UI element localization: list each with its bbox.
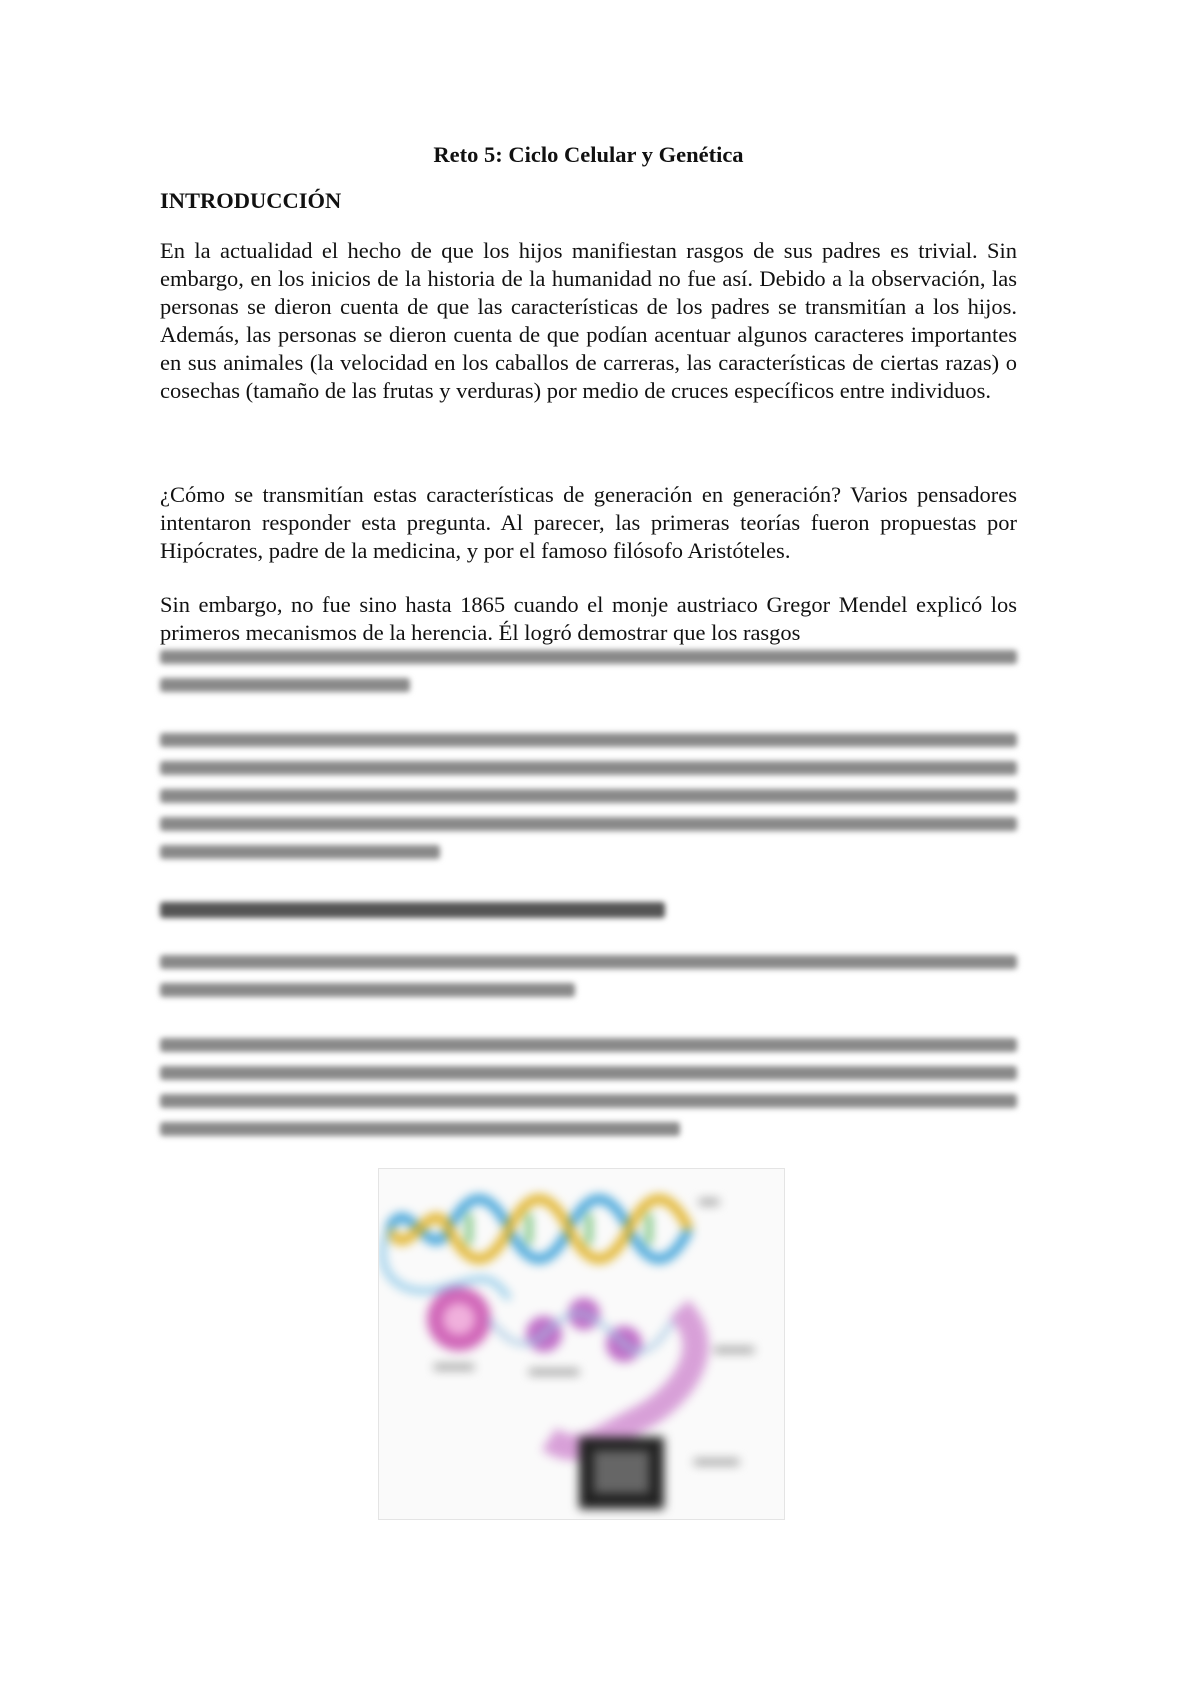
- blurred-text-region: [160, 0, 1017, 1160]
- blurred-lines: [160, 0, 1017, 1160]
- chromatin-figure: [378, 1168, 785, 1520]
- intro-paragraph-1: En la actualidad el hecho de que los hijos manifiestan rasgos de sus padres es trivial. Sin embargo, en los inicios de la historia de la humanidad no fue así. Debido a la observación, las personas se dieron cuenta de que las características de los padres se transmitían a los hijos. Además, las personas se dieron cuenta de que podían acentuar algunos caracteres importantes en sus animales (la velocidad en los caballos de carreras, las características de ciertas razas) o cosechas (tamaño de las frutas y verduras) por medio de cruces específicos entre individuos.: [160, 238, 1017, 403]
- chromatin-illustration: [379, 1169, 784, 1519]
- document-page: [160, 0, 1017, 1684]
- intro-heading: INTRODUCCIÓN: [160, 188, 342, 213]
- document-title: Reto 5: Ciclo Celular y Genética: [433, 142, 744, 167]
- intro-paragraph-3: Sin embargo, no fue sino hasta 1865 cuando el monje austriaco Gregor Mendel explicó los primeros mecanismos de la herencia. Él logró demostrar que los rasgos: [160, 592, 1017, 645]
- intro-paragraph-2: ¿Cómo se transmitían estas características de generación en generación? Varios pensadores intentaron responder esta pregunta. Al parecer, las primeras teorías fueron propuestas por Hipócrates, padre de la medicina, y por el famoso filósofo Aristóteles.: [160, 482, 1017, 563]
